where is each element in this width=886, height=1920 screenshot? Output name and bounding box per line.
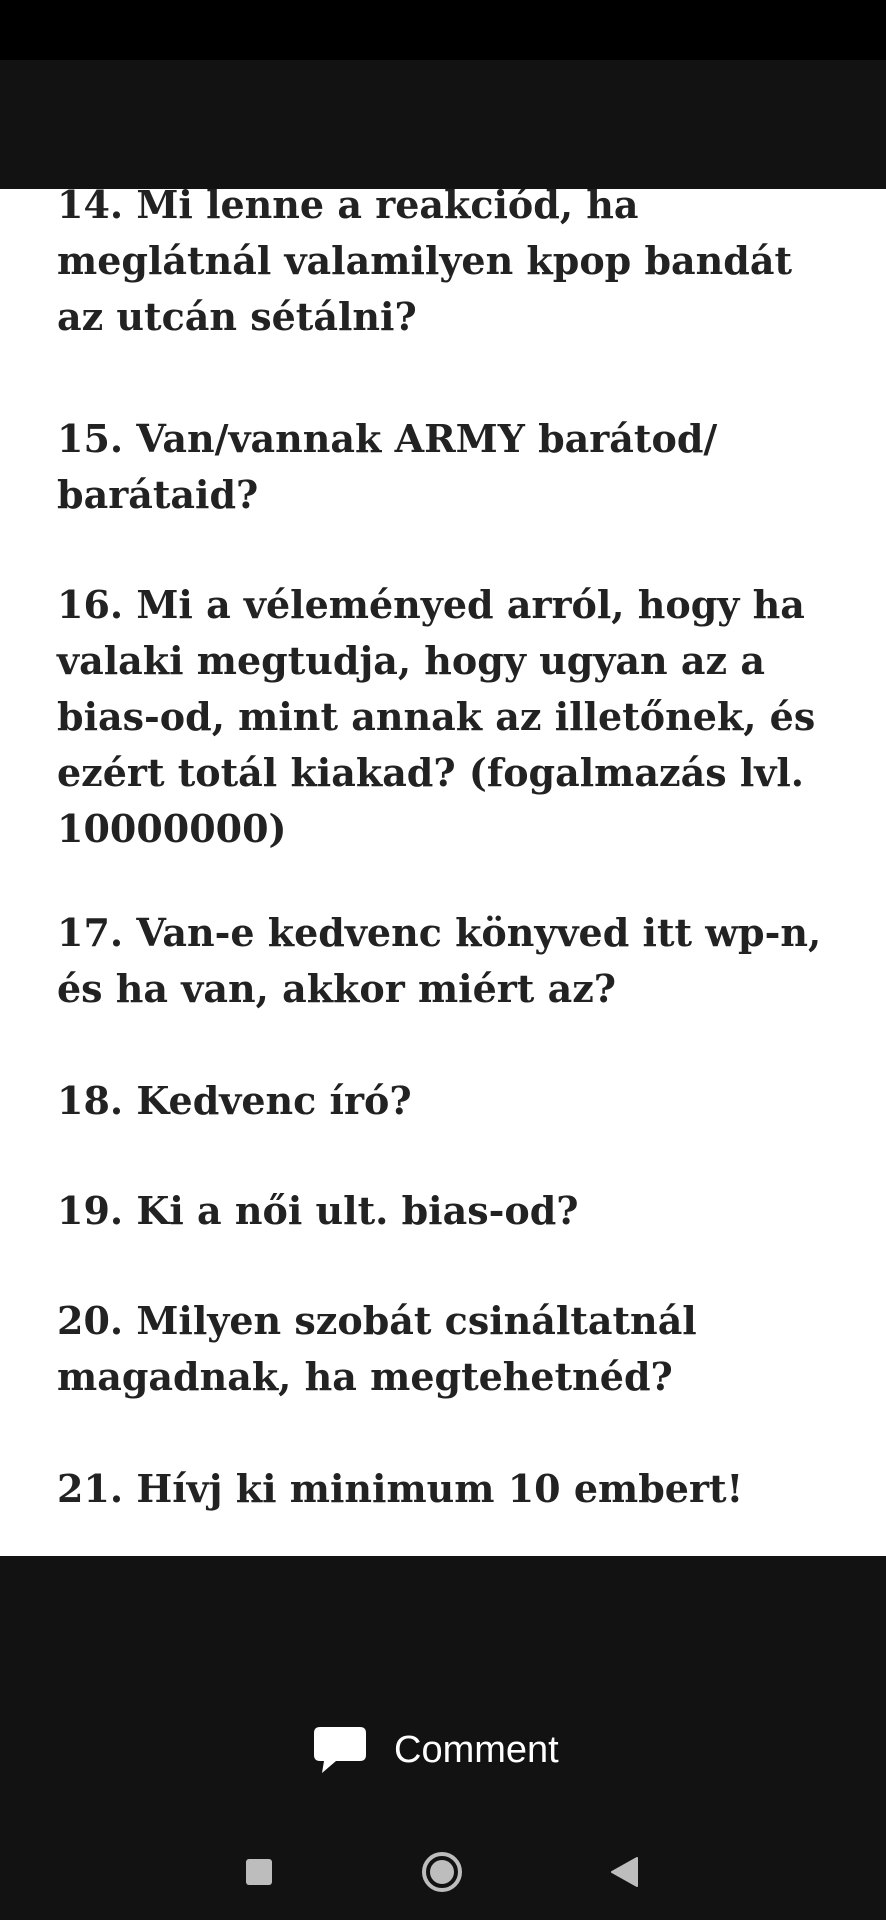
triangle-back-icon [609,1856,639,1893]
top-bar [0,60,886,189]
question-18: 18. Kedvenc író? [57,1078,412,1123]
back-button[interactable] [594,1844,654,1904]
speech-bubble-icon [312,1725,368,1775]
question-17: 17. Van-e kedvenc könyved itt wp-n, és ha van, akkor miért az? [57,910,822,1011]
comment-button[interactable] [312,1720,559,1780]
question-19: 19. Ki a női ult. bias-od? [57,1188,579,1233]
recents-button[interactable] [229,1844,289,1904]
status-bar [0,0,886,60]
circle-icon [421,1851,463,1898]
square-icon [245,1858,273,1891]
post-image [0,189,886,1556]
navigation-bar [0,1830,886,1920]
comment-label: Comment [394,1728,559,1771]
question-15: 15. Van/vannak ARMY barátod/ barátaid? [57,416,718,517]
question-14: 14. Mi lenne a reakciód, ha meglátnál valamilyen kpop bandát az utcán sétálni? [57,189,793,339]
question-16: 16. Mi a véleményed arról, hogy ha valaki megtudja, hogy ugyan az a bias-od, mint annak az illetőnek, és ezért totál kiakad? (fogalmazás lvl. 10000000) [57,582,816,851]
home-button[interactable] [412,1844,472,1904]
question-20: 20. Milyen szobát csináltatnál magadnak, ha megtehetnéd? [57,1298,697,1399]
question-21: 21. Hívj ki minimum 10 embert! [57,1466,744,1511]
